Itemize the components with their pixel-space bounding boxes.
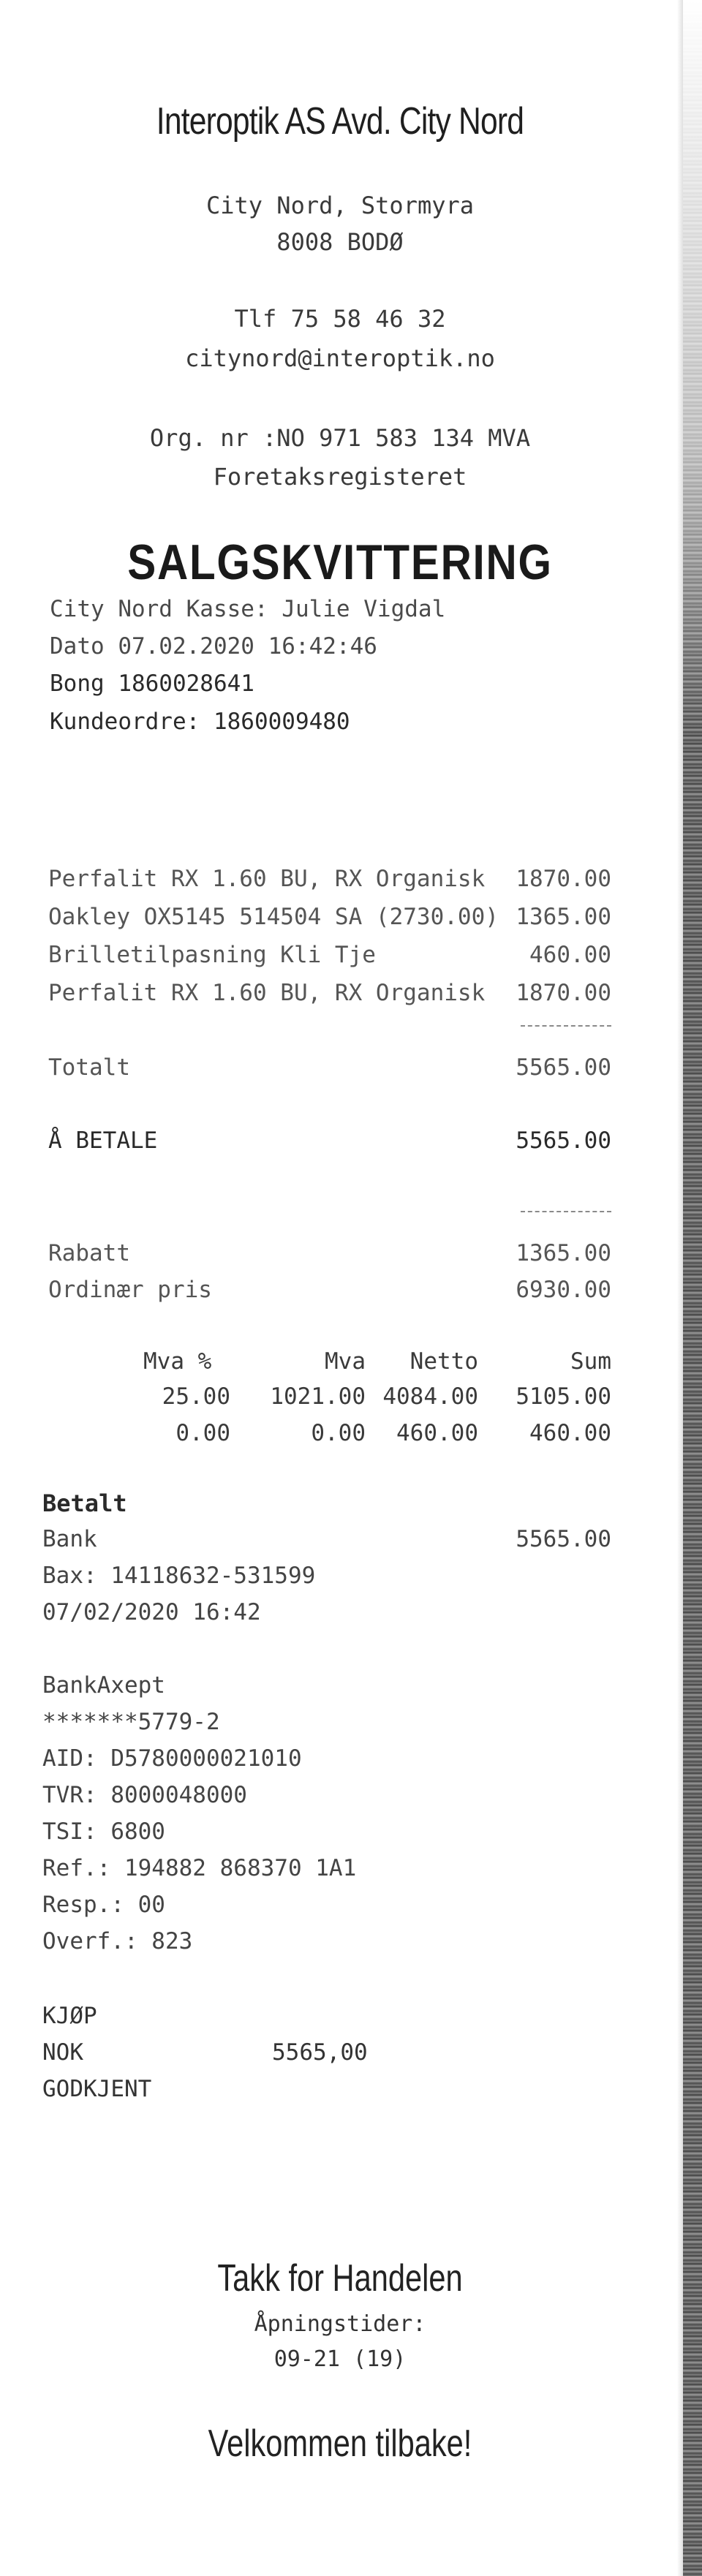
vat-cell: 0.00 <box>176 1420 230 1446</box>
receipt-date: Dato 07.02.2020 16:42:46 <box>50 633 377 660</box>
line-item-amount: 1870.00 <box>516 980 611 1006</box>
email-address: citynord@interoptik.no <box>185 344 495 372</box>
line-item-desc: Oakley OX5145 514504 SA (2730.00) <box>48 904 499 930</box>
business-register: Foretaksregisteret <box>213 463 467 491</box>
vat-header-sum: Sum <box>570 1348 611 1375</box>
customer-order: Kundeordre: 1860009480 <box>50 709 350 735</box>
line-item-amount: 1365.00 <box>516 904 611 930</box>
discount-row <box>48 1240 611 1265</box>
total-row <box>48 1054 611 1079</box>
amount-due-value: 5565.00 <box>516 1128 611 1154</box>
purchase-amount: 5565,00 <box>272 2039 368 2066</box>
vat-cell: 4084.00 <box>382 1383 478 1410</box>
ordinary-price-row <box>48 1277 611 1302</box>
card-ref: Ref.: 194882 868370 1A1 <box>42 1855 357 1881</box>
purchase-status: GODKJENT <box>42 2076 152 2102</box>
address-line-2: 8008 BODØ <box>276 228 404 256</box>
shop-name: Interoptik AS Avd. City Nord <box>156 100 524 143</box>
vat-header-vat: Mva <box>325 1348 366 1375</box>
background-edge-fade <box>683 0 702 731</box>
paper-shadow <box>677 0 683 2576</box>
vat-cell: 460.00 <box>396 1420 478 1446</box>
ordinary-price-label: Ordinær pris <box>48 1277 212 1303</box>
line-item-amount: 1870.00 <box>516 866 611 892</box>
discount-value: 1365.00 <box>516 1240 611 1266</box>
org-number: Org. nr :NO 971 583 134 MVA <box>149 424 531 452</box>
card-tsi: TSI: 6800 <box>42 1818 165 1845</box>
bax-number: Bax: 14118632-531599 <box>42 1563 316 1589</box>
vat-cell: 25.00 <box>162 1383 230 1410</box>
line-item <box>48 904 611 929</box>
total-value: 5565.00 <box>516 1054 611 1081</box>
purchase-type: KJØP <box>42 2003 97 2029</box>
separator-line <box>521 1211 611 1212</box>
vat-cell: 5105.00 <box>516 1383 611 1410</box>
line-item <box>48 866 611 891</box>
purchase-currency: NOK <box>42 2039 83 2066</box>
card-resp: Resp.: 00 <box>42 1892 165 1918</box>
amount-due-label: Å BETALE <box>48 1128 158 1154</box>
vat-header-rate: Mva % <box>143 1348 212 1375</box>
card-tvr: TVR: 8000048000 <box>42 1782 247 1808</box>
total-label: Totalt <box>48 1054 130 1081</box>
separator-line <box>521 1025 611 1027</box>
payment-datetime: 07/02/2020 16:42 <box>42 1599 261 1625</box>
cashier-info: City Nord Kasse: Julie Vigdal <box>50 596 446 622</box>
opening-hours-label: Åpningstider: <box>254 2311 426 2337</box>
card-overf: Overf.: 823 <box>42 1928 193 1954</box>
vat-cell: 0.00 <box>311 1420 366 1446</box>
welcome-back-message: Velkommen tilbake! <box>208 2422 472 2465</box>
opening-hours: 09-21 (19) <box>273 2346 407 2372</box>
amount-due-row <box>48 1128 611 1152</box>
vat-cell: 460.00 <box>529 1420 611 1446</box>
payment-heading: Betalt <box>42 1489 127 1517</box>
phone-number: Tlf 75 58 46 32 <box>234 305 446 333</box>
card-aid: AID: D5780000021010 <box>42 1745 302 1772</box>
vat-cell: 1021.00 <box>270 1383 366 1410</box>
ordinary-price-value: 6930.00 <box>516 1277 611 1303</box>
line-item <box>48 942 611 967</box>
line-item-desc: Perfalit RX 1.60 BU, RX Organisk <box>48 866 486 892</box>
line-item <box>48 980 611 1005</box>
discount-label: Rabatt <box>48 1240 130 1266</box>
receipt-number: Bong 1860028641 <box>50 671 254 697</box>
line-item-amount: 460.00 <box>529 942 611 968</box>
line-item-desc: Brilletilpasning Kli Tje <box>48 942 376 968</box>
address-line-1: City Nord, Stormyra <box>205 192 475 219</box>
thank-you-message: Takk for Handelen <box>217 2257 463 2300</box>
vat-header-net: Netto <box>410 1348 478 1375</box>
receipt-title: SALGSKVITTERING <box>127 535 553 590</box>
card-name: BankAxept <box>42 1672 165 1699</box>
card-number: *******5779-2 <box>42 1709 220 1735</box>
payment-method: Bank <box>42 1526 97 1552</box>
payment-amount: 5565.00 <box>516 1526 611 1552</box>
line-item-desc: Perfalit RX 1.60 BU, RX Organisk <box>48 980 486 1006</box>
